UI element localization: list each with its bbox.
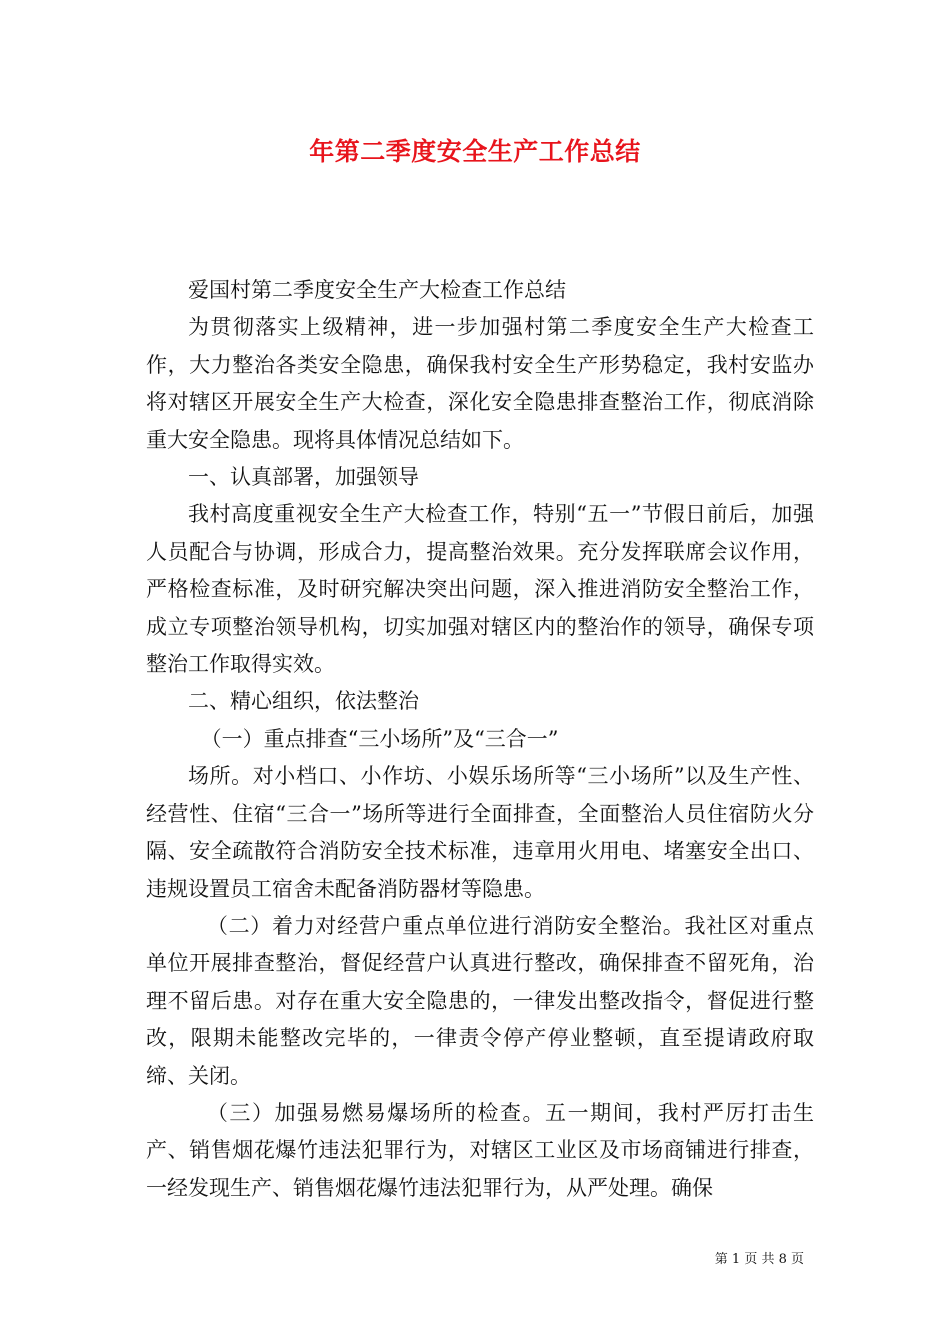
paragraph-subsection-3: （三）加强易燃易爆场所的检查。五一期间，我村严厉打击生产、销售烟花爆竹违法犯罪行为，对辖区工业区及市场商铺进行排查，一经发现生产、销售烟花爆竹违法犯罪行为，从严处理。确保 [146, 1100, 814, 1200]
document-title: 年第二季度安全生产工作总结 [309, 137, 641, 166]
paragraph-subsection-1: 场所。对小档口、小作坊、小娱乐场所等“三小场所”以及生产性、经营性、住宿“三合一”场所等进行全面排查，全面整治人员住宿防火分隔、安全疏散符合消防安全技术标准，违章用火用电、堵塞安全出口、违规设置员工宿舍未配备消防器材等隐患。 [146, 764, 814, 901]
subsection-heading-1: （一）重点排查“三小场所”及“三合一” [200, 726, 559, 751]
document-body [146, 272, 814, 1207]
paragraph-intro: 为贯彻落实上级精神，进一步加强村第二季度安全生产大检查工作，大力整治各类安全隐患，确保我村安全生产形势稳定，我村安监办将对辖区开展安全生产大检查，深化安全隐患排查整治工作，彻底消除重大安全隐患。现将具体情况总结如下。 [146, 315, 814, 452]
paragraph-subsection-2: （二）着力对经营户重点单位进行消防安全整治。我社区对重点单位开展排查整治，督促经营户认真进行整改，确保排查不留死角，治理不留后患。对存在重大安全隐患的，一律发出整改指令，督促进行整改，限期未能整改完毕的，一律责令停产停业整顿，直至提请政府取缔、关闭。 [146, 913, 814, 1088]
paragraph-subtitle: 爱国村第二季度安全生产大检查工作总结 [188, 278, 566, 302]
section-heading-2: 二、精心组织，依法整治 [188, 689, 419, 714]
page-number: 第 1 页 共 8 页 [714, 1252, 804, 1267]
paragraph-section-1: 我村高度重视安全生产大检查工作，特别“五一”节假日前后，加强人员配合与协调，形成合力，提高整治效果。充分发挥联席会议作用，严格检查标准，及时研究解决突出问题，深入推进消防安全整治工作，成立专项整治领导机构，切实加强对辖区内的整治作的领导，确保专项整治工作取得实效。 [146, 502, 814, 677]
section-heading-1: 一、认真部署，加强领导 [188, 465, 419, 490]
